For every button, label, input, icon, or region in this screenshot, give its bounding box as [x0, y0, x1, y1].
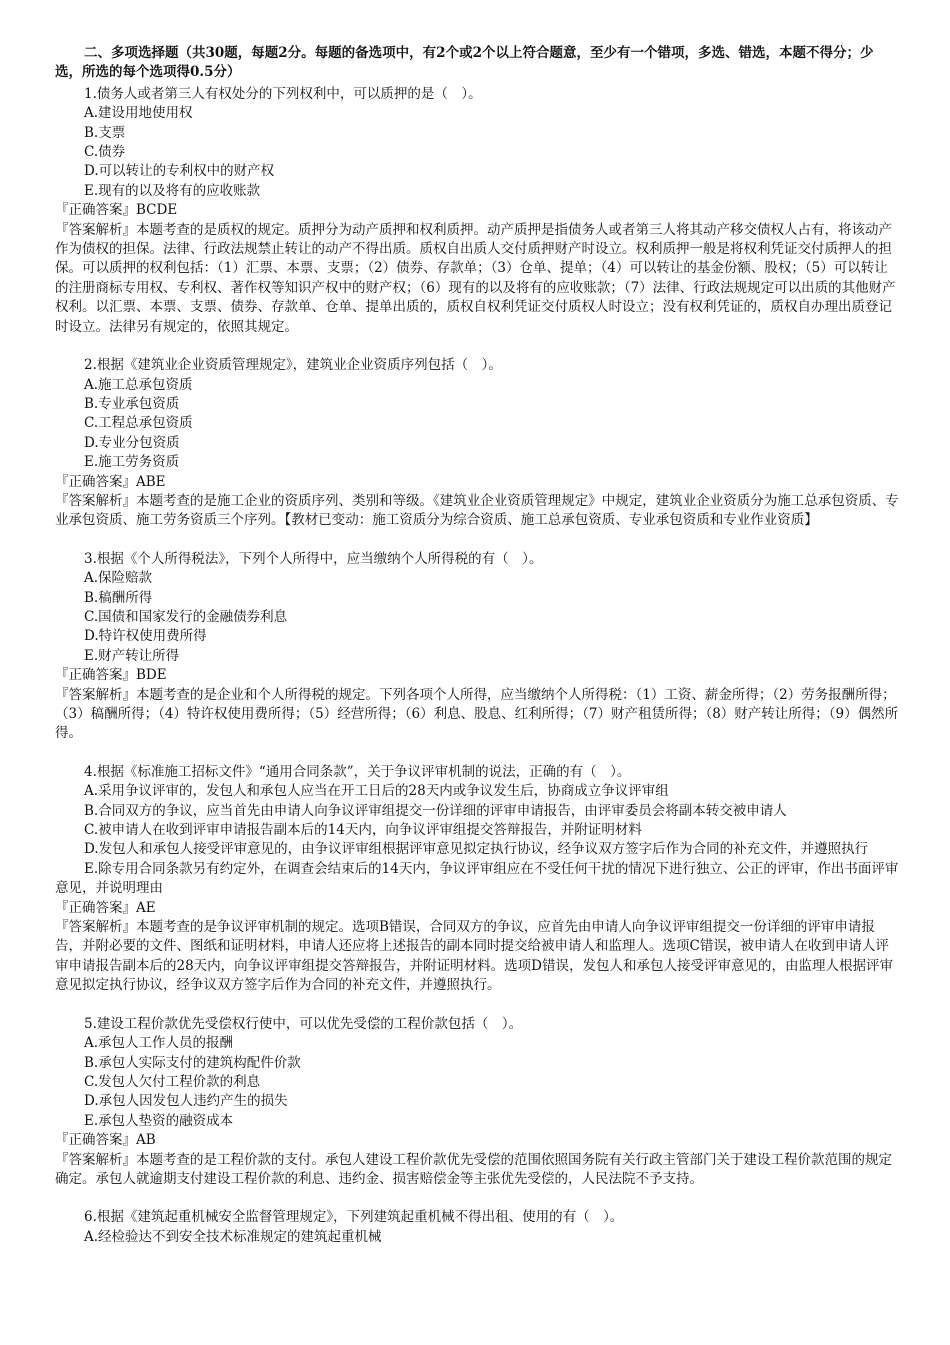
- option-d: D.发包人和承包人接受评审意见的，由争议评审组根据评审意见拟定执行协议，经争议双方签字后作为合同的补充文件，并遵照执行: [84, 841, 869, 858]
- question-stem: 1.债务人或者第三人有权处分的下列权利中，可以质押的是（ ）。: [84, 85, 482, 102]
- option-a: A.保险赔款: [84, 570, 153, 587]
- option-b: B.支票: [84, 124, 126, 141]
- option-b: B.专业承包资质: [84, 395, 180, 412]
- question-6: [55, 1208, 900, 1247]
- correct-answer: 『正确答案』ABE: [55, 473, 166, 490]
- question-stem: 6.根据《建筑起重机械安全监督管理规定》，下列建筑起重机械不得出租、使用的有（ ）。: [84, 1209, 624, 1226]
- answer-explanation: 『答案解析』本题考查的是质权的规定。质押分为动产质押和权利质押。动产质押是指债务人或者第三人将其动产移交债权人占有，将该动产作为债权的担保。法律、行政法规禁止转让的动产不得出质。质权自出质人交付质押财产时设立。权利质押一般是将权利凭证交付质押人的担保。可以质押的权利包括：（1）汇票、本票、支票；（2）债券、存款单；（3）仓单、提单；（4）可以转让的基金份额、股权；（5）可以转让的注册商标专用权、专利权、著作权等知识产权中的财产权；（6）现有的以及将有的应收账款；（7）法律、行政法规规定可以出质的其他财产权利。以汇票、本票、支票、债券、存款单、仓单、提单出质的，质权自权利凭证交付质权人时设立；没有权利凭证的，质权自办理出质登记时设立。法律另有规定的，依照其规定。: [55, 221, 896, 335]
- option-a: A.施工总承包资质: [84, 376, 193, 393]
- option-c: C.发包人欠付工程价款的利息: [84, 1073, 261, 1090]
- option-e: E.承包人垫资的融资成本: [84, 1112, 234, 1129]
- question-stem: 3.根据《个人所得税法》，下列个人所得中，应当缴纳个人所得税的有（ ）。: [84, 550, 543, 567]
- option-a: A.承包人工作人员的报酬: [84, 1035, 234, 1052]
- option-a: A.采用争议评审的，发包人和承包人应当在开工日后的28天内或争议发生后，协商成立争议评审组: [84, 783, 669, 800]
- option-e: E.现有的以及将有的应收账款: [84, 182, 261, 199]
- option-b: B.稿酬所得: [84, 589, 153, 606]
- answer-explanation: 『答案解析』本题考查的是工程价款的支付。承包人建设工程价款优先受偿的范围依照国务院有关行政主管部门关于建设工程价款范围的规定确定。承包人就逾期支付建设工程价款的利息、违约金、损害赔偿金等主张优先受偿的，人民法院不予支持。: [55, 1151, 892, 1187]
- question-2: [55, 356, 900, 531]
- option-e: E.除专用合同条款另有约定外，在调查会结束后的14天内，争议评审组应在不受任何干扰的情况下进行独立、公正的评审，作出书面评审意见，并说明理由: [55, 860, 899, 897]
- correct-answer: 『正确答案』AE: [55, 899, 156, 916]
- correct-answer: 『正确答案』AB: [55, 1132, 156, 1149]
- question-5: [55, 1015, 900, 1190]
- section-header: 二、多项选择题（共30题，每题2分。每题的备选项中，有2个或2个以上符合题意，至少有一个错项，多选、错选，本题不得分；少选，所选的每个选项得0.5分）: [55, 45, 874, 81]
- correct-answer: 『正确答案』BDE: [55, 667, 167, 684]
- option-c: C.债券: [84, 144, 126, 161]
- question-4: [55, 763, 900, 996]
- option-d: D.特许权使用费所得: [84, 628, 207, 645]
- question-stem: 5.建设工程价款优先受偿权行使中，可以优先受偿的工程价款包括（ ）。: [84, 1015, 523, 1032]
- answer-explanation: 『答案解析』本题考查的是争议评审机制的规定。选项B错误，合同双方的争议，应首先由申请人向争议评审组提交一份详细的评审申请报告，并附必要的文件、图纸和证明材料，申请人还应将上述报告的副本同时提交给被申请人和监理人。选项C错误，被申请人在收到申请人评审申请报告副本后的28天内，向争议评审组提交答辩报告，并附证明材料。选项D错误，发包人和承包人接受评审意见的，由监理人根据评审意见拟定执行协议，经争议双方签字后作为合同的补充文件，并遵照执行。: [55, 919, 894, 994]
- option-c: C.工程总承包资质: [84, 415, 193, 432]
- answer-explanation: 『答案解析』本题考查的是施工企业的资质序列、类别和等级。《建筑业企业资质管理规定》中规定，建筑业企业资质分为施工总承包资质、专业承包资质、施工劳务资质三个序列。【教材已变动：施工资质分为综合资质、施工总承包资质、专业承包资质和专业作业资质】: [55, 492, 899, 529]
- question-stem: 4.根据《标准施工招标文件》“通用合同条款”，关于争议评审机制的说法，正确的有（ ）。: [84, 763, 631, 780]
- option-b: B.合同双方的争议，应当首先由申请人向争议评审组提交一份详细的评审申请报告，由评审委员会将副本转交被申请人: [84, 802, 787, 819]
- option-d: D.承包人因发包人违约产生的损失: [84, 1093, 288, 1110]
- option-d: D.可以转让的专利权中的财产权: [84, 163, 275, 180]
- question-1: [55, 85, 900, 337]
- question-3: [55, 550, 900, 744]
- option-c: C.被申请人在收到评审申请报告副本后的14天内，向争议评审组提交答辩报告，并附证明材料: [84, 822, 642, 839]
- option-d: D.专业分包资质: [84, 434, 180, 451]
- correct-answer: 『正确答案』BCDE: [55, 202, 178, 219]
- option-e: E.施工劳务资质: [84, 454, 180, 471]
- option-c: C.国债和国家发行的金融债券利息: [84, 608, 288, 625]
- option-e: E.财产转让所得: [84, 647, 180, 664]
- option-a: A.建设用地使用权: [84, 105, 193, 122]
- document-page: [55, 44, 900, 1266]
- option-b: B.承包人实际支付的建筑构配件价款: [84, 1054, 301, 1071]
- answer-explanation: 『答案解析』本题考查的是企业和个人所得税的规定。下列各项个人所得，应当缴纳个人所得税：（1）工资、薪金所得；（2）劳务报酬所得；（3）稿酬所得；（4）特许权使用费所得；（5）经营所得；（6）利息、股息、红利所得；（7）财产租赁所得；（8）财产转让所得；（9）偶然所得。: [55, 686, 899, 742]
- question-stem: 2.根据《建筑业企业资质管理规定》，建筑业企业资质序列包括（ ）。: [84, 357, 502, 374]
- option-a: A.经检验达不到安全技术标准规定的建筑起重机械: [84, 1228, 382, 1245]
